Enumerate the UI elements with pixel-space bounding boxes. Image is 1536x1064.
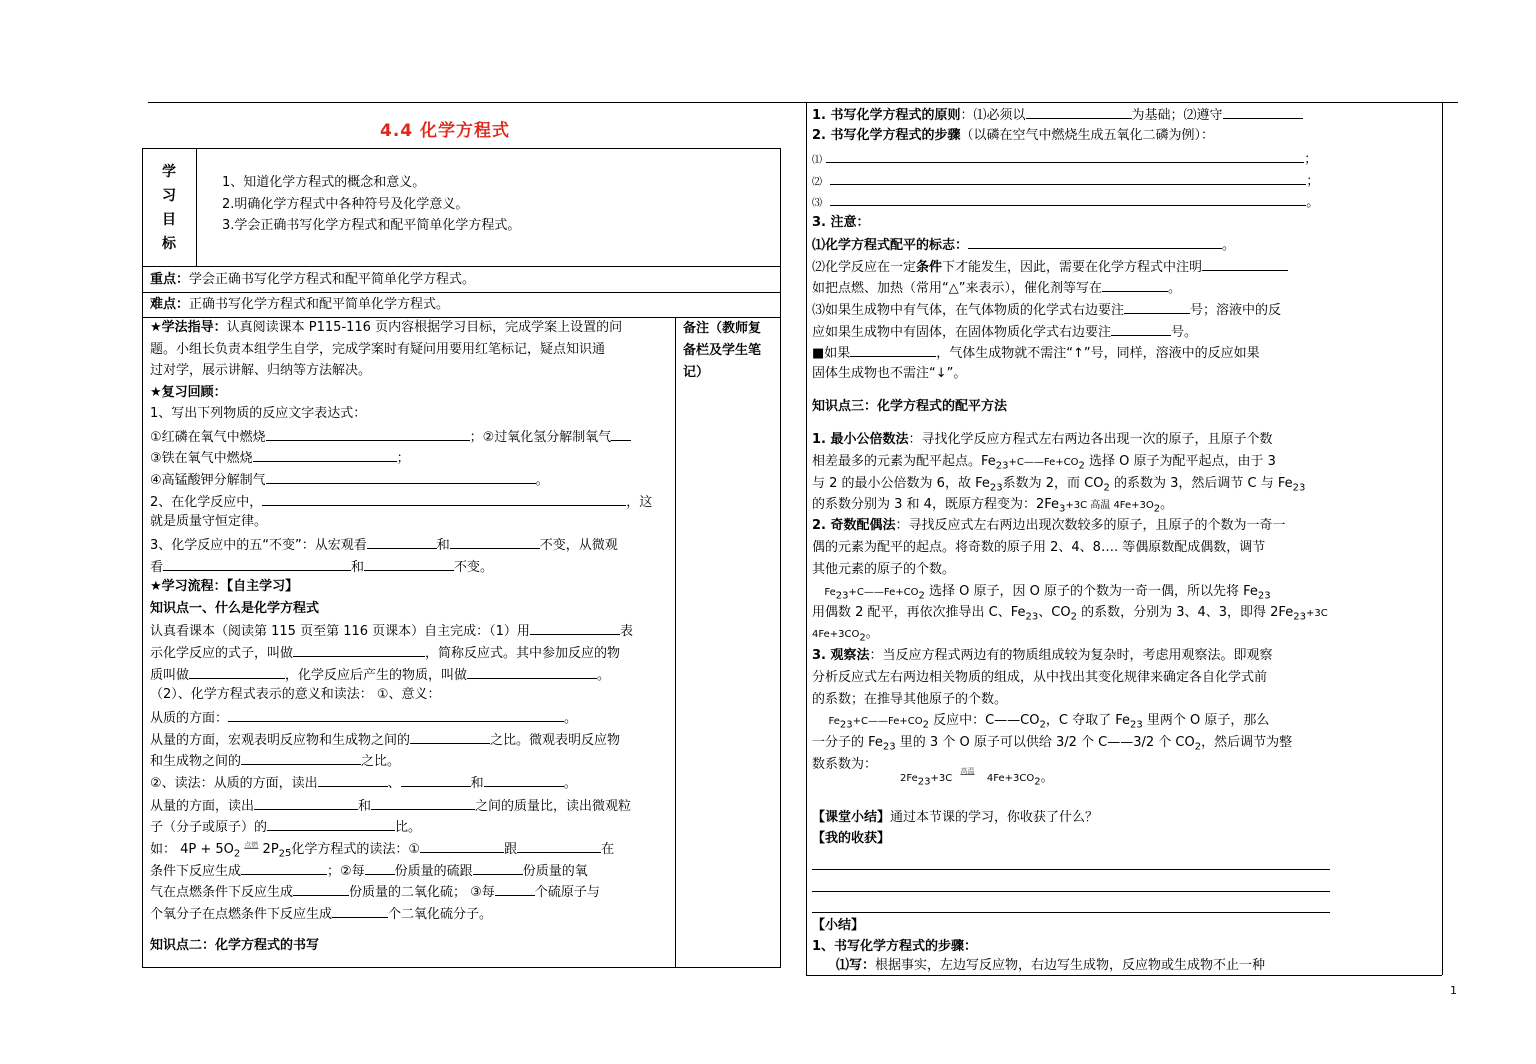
text: ，C 夺取了 Fe [1045,713,1130,728]
note-4b: 固体生成物也不需注“↓”。 [812,366,967,381]
answer-line[interactable] [812,891,1330,892]
m2-line5 [812,603,1328,628]
blank[interactable] [484,772,564,787]
kp1-line14 [150,903,492,925]
blank[interactable] [1124,299,1190,314]
text: 2Fe [900,773,918,784]
review-d [150,469,549,491]
text: 和 [436,538,450,553]
text: 的系数分别为 3 和 4，既原方程变为：2Fe [812,497,1059,512]
kp1-line13 [150,881,600,903]
text: +3C [930,773,953,784]
text: 看 [150,560,164,575]
text: ，化学反应后产生的物质，叫做 [285,668,468,683]
difficulty-text: 正确书写化学方程式和配平简单化学方程式。 [189,297,450,312]
text: 。 [1167,281,1181,296]
text: 。 [1160,497,1174,512]
r-step1 [812,148,1317,171]
blank[interactable] [495,881,535,896]
text: 份质量的二氧化硫； ③每 [349,885,495,900]
text: 号；溶液中的反 [1190,303,1282,318]
blank[interactable] [293,881,349,896]
blank[interactable] [530,620,620,635]
r-line1 [812,104,1303,126]
text: 不变，从微观 [539,538,618,553]
punct: ，这 [626,495,653,510]
subscript: 2 [1129,719,1137,731]
kp1-line9 [150,795,631,817]
review-a [150,426,631,448]
right-panel-left-border [806,102,807,975]
notes-divider [675,317,676,968]
review-q2-text: 2、在化学反应中， [150,495,263,510]
subscript: 3 [1058,503,1066,515]
text: ：寻找化学反应方程式左右两边各出现一次的原子，且原子个数 [908,432,1273,447]
text: ⑵化学反应在一定 [812,260,917,275]
text: 、CO [1038,605,1071,620]
text: 质叫做 [150,668,190,683]
subscript: 2 [839,719,847,731]
text: 和 [470,776,484,791]
summary-step-title: 1、书写化学方程式的步骤： [812,939,978,954]
text: 3、化学反应中的五“不变”：从宏观看 [150,538,367,553]
blank[interactable] [293,642,425,657]
review-c [150,447,410,469]
row-divider-1 [142,266,781,267]
blank[interactable] [163,556,351,571]
blank[interactable] [410,729,490,744]
text: 。 [1040,770,1054,785]
text: ②、读法：从质的方面，读出 [150,776,318,791]
text: Fe [828,716,840,727]
objectives-header-char: 学 [162,164,176,180]
blank[interactable] [420,838,504,853]
text: ⑴写： [836,958,876,973]
page-number: 1 [1450,984,1457,997]
text: 和 [358,799,372,814]
blank[interactable] [241,860,327,875]
objective-1: 1、知道化学方程式的概念和意义。 [222,175,426,190]
r-step3 [812,191,1319,214]
subscript: 2 [1194,741,1202,753]
notes-header-line: 备注（教师复 [683,321,762,336]
review-d-text: ④高锰酸钾分解制气 [150,473,266,488]
text: 3. 观察法 [812,648,870,663]
blank[interactable] [318,772,388,787]
text: +3C 高温 4Fe+3O [1065,500,1154,511]
subscript: 5 [285,848,292,859]
text: ⑶如果生成物中有气体，在气体物质的化学式右边要注 [812,303,1125,318]
subscript: 3 [1264,590,1271,602]
objective-3: 3.学会正确书写化学方程式和配平简单化学方程式。 [222,218,521,233]
kp1-line10 [150,816,421,838]
text: 的系数为 3，然后调节 C 与 Fe [1109,476,1293,491]
summary-label: 【小结】 [812,918,865,933]
key-text: 学会正确书写化学方程式和配平简单化学方程式。 [189,272,476,287]
subscript: 2 [1025,611,1032,623]
subscript: 3 [1031,611,1039,623]
text: 个二氧化硫分子。 [388,907,493,922]
punct: 。 [1306,195,1320,210]
subscript: 2 [1034,776,1041,788]
text: 的系数，分别为 3、4、3，即得 2Fe [1076,605,1294,620]
note-3 [812,299,1281,321]
subscript: 2 [1039,719,1046,731]
text: 2P [258,842,279,857]
text: 【课堂小结】 [812,810,891,825]
review-a-text: ①红磷在氧气中燃烧 [150,430,266,445]
review-q2 [150,491,652,513]
text: 从量的方面，读出 [150,799,255,814]
text: ，气体生成物就不需注“↑”号，同样，溶液中的反应如果 [936,346,1260,361]
m3-line2: 分析反应式左右两边相关物质的组成，从中找出其变化规律来确定各自化学式前 [812,670,1268,685]
blank[interactable] [189,664,285,679]
punct: ； [1304,152,1318,167]
text: 系数为 2，而 CO [1002,476,1104,491]
text: ；②每 [327,864,365,879]
key-point [150,270,475,290]
blank[interactable] [253,447,397,462]
blank[interactable] [266,426,470,441]
m2-line1 [812,516,1286,536]
blank[interactable] [267,816,395,831]
subscript: 2 [835,590,843,602]
objectives-header-char: 目 [162,212,176,228]
subscript: 2 [1153,503,1161,515]
objective-2: 2.明确化学方程式中各种符号及化学意义。 [222,197,469,212]
subscript: 3 [924,776,931,788]
text: 4Fe+3CO [812,629,860,640]
m1-line1 [812,430,1273,450]
review-c-text: ③铁在氧气中燃烧 [150,451,253,466]
m3-line3: 的系数；在推导其他原子的个数。 [812,692,1008,707]
subscript: 2 [918,590,925,602]
reaction-condition: 高温 [960,767,975,775]
text: 里的 3 个 O 原子可以供给 3/2 个 C——3/2 个 CO [895,735,1195,750]
text: 号。 [1171,325,1198,340]
text: 如： 4P + 5O [150,842,234,857]
text: 个氧分子在点燃条件下反应生成 [150,907,333,922]
subscript: 3 [1299,611,1306,623]
m2-line2: 偶的元素为配平的起点。将奇数的原子用 2、4、8…. 等偶原数配成偶数，调节 [812,540,1266,555]
blank[interactable] [1202,256,1288,271]
punct: ； [396,451,410,466]
text: 之比。微观表明反应物 [490,733,621,748]
review-q2-line2: 就是质量守恒定律。 [150,514,268,529]
punct: 。 [535,473,549,488]
text: 份质量的氧 [522,864,588,879]
subscript: 2 [278,848,286,860]
punct: ； [1306,174,1320,189]
m3-line6: 数系数为： [812,757,878,772]
text: 比。 [395,820,422,835]
text: +3C [1305,608,1328,619]
text: 2. 奇数配偶法 [812,518,896,533]
subscript: 2 [1078,460,1085,472]
method-text: 认真阅读课本 P115-116 页内容根据学习目标，完成学案上设置的问 [226,320,623,335]
kp1-line12 [150,860,588,882]
blank[interactable] [266,469,536,484]
kp1-line7 [150,750,400,772]
subscript: 2 [859,632,866,644]
text: 选择 O 原子，因 O 原子的个数为一奇一偶，所以先将 Fe [924,584,1258,599]
objectives-header [162,160,178,256]
subscript: 3 [1298,482,1306,494]
text: ，然后调节为整 [1201,735,1293,750]
text: 条件 [916,260,943,275]
note-2b [812,277,1181,299]
text: ：当反应方程式两边有的物质组成较为复杂时，考虑用观察法。即观察 [869,648,1273,663]
subscript: 3 [996,482,1003,494]
kp1-line6 [150,729,620,751]
subscript: 2 [989,482,997,494]
subscript: 2 [233,848,241,860]
subscript: 2 [995,460,1003,472]
notes-header-line: 备栏及学生笔 [683,343,762,358]
text: 下才能发生，因此，需要在化学方程式中注明 [942,260,1203,275]
blank[interactable] [850,342,936,357]
subscript: 2 [1292,482,1299,494]
blank[interactable] [401,772,471,787]
text: ■如果 [812,346,851,361]
text: 条件下反应生成 [150,864,242,879]
m3-line5 [812,733,1292,758]
review-b-text: ；②过氧化氢分解制氧气 [469,430,612,445]
subscript: 2 [1257,590,1265,602]
harvest-label: 【我的收获】 [812,831,891,846]
subscript: 2 [1103,482,1110,494]
difficulty-label: 难点： [150,297,190,312]
text: 和生成物之间的 [150,754,242,769]
blank[interactable] [467,664,597,679]
text: 应如果生成物中有固体，在固体物质化学式右边要注 [812,325,1112,340]
method-line-3: 过对学，展示讲解、归纳等方法解决。 [150,363,372,378]
review-q3-line2 [150,556,493,578]
method-line-2: 题。小组长负责本组学生自学，完成学案时有疑问用要用红笔标记，疑点知识通 [150,342,606,357]
subscript: 3 [889,741,896,753]
reaction-condition: 点燃 [244,841,259,849]
r-step2 [812,170,1319,193]
kp1-line5 [150,707,577,729]
blank[interactable] [228,707,564,722]
answer-line[interactable] [812,912,1330,913]
text: 反应中：C——CO [928,713,1040,728]
blank[interactable] [968,234,1222,249]
text: 选择 O 原子为配平起点，由于 3 [1084,454,1276,469]
notes-header-line: 记） [683,365,710,380]
kp1-line2 [150,642,620,664]
review-q1: 1、写出下列物质的反应文字表达式： [150,406,367,421]
text: ⑵ [812,177,822,188]
blank[interactable] [364,556,454,571]
text: 通过本节课的学习，你收获了什么？ [890,810,1099,825]
notes-header [683,318,761,384]
subscript: 2 [1070,611,1077,623]
objectives-divider [196,148,197,266]
answer-line[interactable] [812,869,1330,870]
subscript: 2 [917,776,925,788]
text: Fe [824,587,836,598]
text: 在 [601,842,615,857]
m3-line4 [812,711,1269,736]
text: 、 [387,776,401,791]
blank[interactable] [332,903,388,918]
blank[interactable] [450,534,540,549]
text: 。 [865,626,879,641]
note-label: 3. 注意： [812,215,870,230]
text: 如把点燃、加热（常用“△”来表示），催化剂等写在 [812,281,1102,296]
subscript: 3 [1136,719,1143,731]
kp3-label: 知识点三：化学方程式的配平方法 [812,399,1008,414]
text: ：⑴必须以 [960,108,1026,123]
blank[interactable] [611,426,631,441]
blank[interactable] [1102,277,1168,292]
text: 用偶数 2 配平，再依次推导出 C、Fe [812,605,1026,620]
row-divider-2 [142,292,781,293]
blank[interactable] [254,795,358,810]
blank[interactable] [830,170,1306,185]
m2-line6 [812,624,879,649]
text: 示化学反应的式子，叫做 [150,646,294,661]
text: 。 [597,668,611,683]
text: ⑴化学方程式配平的标志： [812,238,969,253]
kp1-label: 知识点一、什么是化学方程式 [150,601,320,616]
text: 为基础；⑵遵守 [1131,108,1223,123]
summary-step-1 [836,956,1265,976]
text: 化学方程式的读法：① [291,842,421,857]
text: 个硫原子与 [534,885,600,900]
subscript: 2 [922,719,929,731]
text: 不变。 [454,560,494,575]
text: 子（分子或原子）的 [150,820,268,835]
subscript: 2 [882,741,890,753]
kp1-line3 [150,664,610,686]
blank[interactable] [1026,104,1132,119]
subscript: 2 [1293,611,1300,623]
objectives-header-char: 标 [162,236,176,252]
subscript: 3 [846,719,853,731]
m3-equation [900,768,1054,793]
text: 跟 [504,842,518,857]
text: 2. 书写化学方程式的步骤 [812,128,961,143]
blank[interactable] [473,860,523,875]
blank[interactable] [371,795,475,810]
text: +C——Fe+CO [848,587,919,598]
flow-label: ★学习流程：【自主学习】 [150,579,299,594]
text: 和 [351,560,365,575]
text: 之比。 [361,754,401,769]
text: +C——Fe+CO [1008,457,1079,468]
text: 。 [564,711,578,726]
text: ：寻找反应式左右两边出现次数较多的原子，且原子的个数为一奇一 [895,518,1286,533]
blank[interactable] [241,750,361,765]
text: 。 [1222,238,1236,253]
text: ，简称反应式。其中参加反应的物 [425,646,621,661]
subscript: 3 [842,590,849,602]
blank[interactable] [1223,104,1303,119]
right-panel-right-border [1442,102,1443,975]
objectives-header-char: 习 [162,188,176,204]
review-label: ★复习回顾： [150,385,227,400]
blank[interactable] [1111,321,1171,336]
text: 根据事实，左边写反应物，右边写生成物，反应物或生成物不止一种 [875,958,1266,973]
difficulty [150,295,449,315]
text: 1. 最小公倍数法 [812,432,909,447]
m3-line1 [812,646,1273,666]
text: 之间的质量比，读出微观粒 [475,799,632,814]
text: 份质量的硫跟 [394,864,473,879]
text: ⑴ [812,155,822,166]
kp2-label: 知识点二：化学方程式的书写 [150,938,320,953]
text: 里两个 O 原子，那么 [1142,713,1270,728]
method-line-1 [150,318,622,338]
text: +C——Fe+CO [852,716,923,727]
key-label: 重点： [150,272,190,287]
r-line2 [812,126,1214,146]
kp1-line4: （2）、化学方程式表示的意义和读法： ①、意义： [150,687,441,702]
text: 表 [619,624,633,639]
text: ⑶ [812,198,822,209]
text: 1. 书写化学方程式的原则 [812,108,961,123]
blank[interactable] [367,534,437,549]
text: 一分子的 Fe [812,735,883,750]
text: 气在点燃条件下反应生成 [150,885,294,900]
m1-line2 [812,452,1276,477]
summary-line [812,808,1098,828]
subscript: 3 [1002,460,1009,472]
blank[interactable] [830,191,1306,206]
note-1 [812,234,1235,256]
text: 认真看课本（阅读第 115 页至第 116 页课本）自主完成：（1）用 [150,624,530,639]
blank[interactable] [365,860,395,875]
note-4 [812,342,1260,364]
page-title: 4.4 化学方程式 [380,121,511,141]
text: 。 [563,776,577,791]
text: 相差最多的元素为配平起点。Fe [812,454,996,469]
note-2 [812,256,1288,278]
text: （以磷在空气中燃烧生成五氧化二磷为例）： [960,128,1215,143]
text: 4Fe+3CO [986,773,1035,784]
m2-line3: 其他元素的原子的个数。 [812,562,956,577]
text: 从质的方面： [150,711,229,726]
top-rule [148,102,1458,103]
text: 与 2 的最小公倍数为 6，故 Fe [812,476,990,491]
kp1-line1 [150,620,633,642]
method-label: ★学法指导： [150,320,227,335]
blank[interactable] [826,148,1304,163]
blank[interactable] [517,838,601,853]
note-3b [812,321,1197,343]
blank[interactable] [262,491,626,506]
review-q3 [150,534,618,556]
kp1-line8 [150,772,577,794]
text: 从量的方面，宏观表明反应物和生成物之间的 [150,733,411,748]
